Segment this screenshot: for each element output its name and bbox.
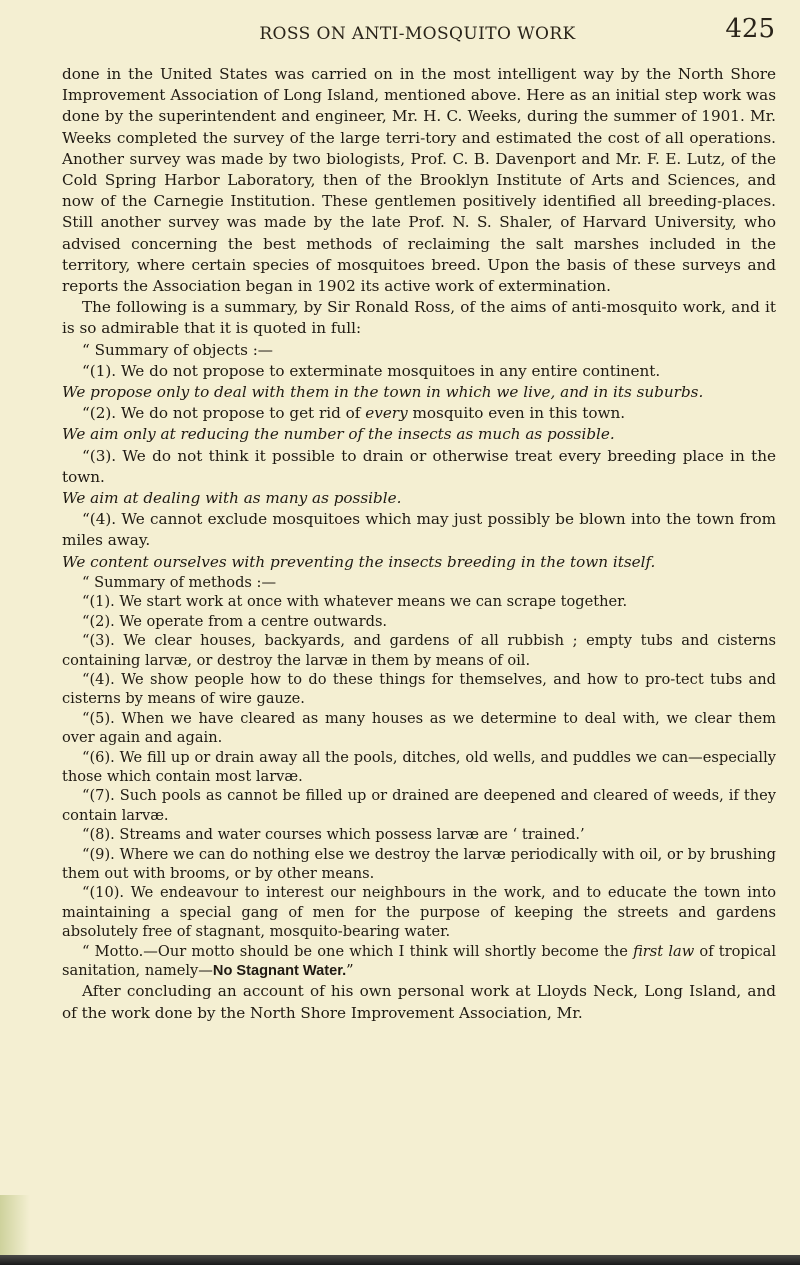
page-body xyxy=(62,64,776,1024)
methods-item-9: “(9). Where we can do nothing else we destroy the larvæ periodically with oil, or by brushing them out with brooms, or by other means. xyxy=(62,845,776,882)
objects-item-4: “(4). We cannot exclude mosquitoes which may just possibly be blown into the town from miles away. xyxy=(62,510,776,550)
paragraph-intro: done in the United States was carried on in the most intelligent way by the North Shore Improvement Association of Long Island, mentioned above. Here as an initial step work was done by the superintendent and engineer, Mr. H. C. Weeks, during the summer of 1901. Mr. Weeks completed the survey of the large terri-tory and estimated the cost of all operations. Another survey was made by two biologists, Prof. C. B. Davenport and Mr. F. E. Lutz, of the Cold Spring Harbor Laboratory, then of the Brooklyn Institute of Arts and Sciences, and now of the Carnegie Institution. These gentlemen positively identified all breeding-places. Still another survey was made by the late Prof. N. S. Shaler, of Harvard University, who advised concerning the best methods of reclaiming the salt marshes included in the territory, where certain species of mosquitoes breed. Upon the basis of these surveys and reports the Association began in 1902 its active work of extermination. xyxy=(62,65,776,296)
methods-item-1: “(1). We start work at once with whatever means we can scrape together. xyxy=(82,593,628,611)
methods-item-8: “(8). Streams and water courses which possess larvæ are ‘ trained.’ xyxy=(82,826,585,844)
objects-item-3: “(3). We do not think it possible to drain or otherwise treat every breeding place in the town. xyxy=(62,446,776,486)
methods-item-3: “(3). We clear houses, backyards, and gardens of all rubbish ; empty tubs and cisterns containing larvæ, or destroy the larvæ in them by means of oil. xyxy=(62,632,776,669)
objects-item-2-principle: We aim only at reducing the number of the insects as much as possible. xyxy=(62,425,615,444)
methods-item-2: “(2). We operate from a centre outwards. xyxy=(82,612,388,630)
methods-item-6: “(6). We fill up or drain away all the pools, ditches, old wells, and puddles we can—especially those which contain most larvæ. xyxy=(62,748,776,785)
paragraph-summary-intro: The following is a summary, by Sir Ronald Ross, of the aims of anti-mosquito work, and it is so admirable that it is quoted in full: xyxy=(62,298,776,338)
objects-item-4-principle: We content ourselves with preventing the insects breeding in the town itself. xyxy=(62,552,656,571)
methods-item-7: “(7). Such pools as cannot be filled up or drained are deepened and cleared of weeds, if they contain larvæ. xyxy=(62,787,776,824)
page-edge-stain xyxy=(0,1195,30,1255)
methods-item-5: “(5). When we have cleared as many houses as we determine to deal with, we clear them over again and again. xyxy=(62,709,776,747)
objects-item-2 xyxy=(62,403,776,424)
objects-item-1-principle: We propose only to deal with them in the town in which we live, and in its suburbs. xyxy=(62,383,704,402)
objects-item-1: “(1). We do not propose to exterminate mosquitoes in any entire continent. xyxy=(82,361,661,380)
paragraph-closing: After concluding an account of his own personal work at Lloyds Neck, Long Island, and of the work done by the North Shore Improvement Association, Mr. xyxy=(62,982,776,1022)
objects-heading: “ Summary of objects :— xyxy=(82,340,273,359)
motto-text-a: “ Motto.—Our motto should be one which I think will shortly become the xyxy=(82,942,634,960)
scan-bottom-edge xyxy=(0,1255,800,1265)
motto-close-quote: ” xyxy=(346,962,354,979)
methods-heading: “ Summary of methods :— xyxy=(82,573,277,591)
page-header xyxy=(60,14,775,50)
page-number: 425 xyxy=(725,14,775,44)
objects-item-2-text-a: “(2). We do not propose to get rid of xyxy=(82,404,366,423)
objects-item-2-text-b: mosquito even in this town. xyxy=(407,404,626,423)
motto-text-b: of tropical sanitation, namely— xyxy=(62,942,776,979)
methods-item-4: “(4). We show people how to do these things for themselves, and how to pro-tect tubs and cisterns by means of wire gauze. xyxy=(62,670,776,708)
motto-first-law: first law xyxy=(633,942,695,960)
motto-no-stagnant-water: No Stagnant Water. xyxy=(212,963,347,979)
objects-item-2-every: every xyxy=(365,404,408,423)
running-head: ROSS ON ANTI-MOSQUITO WORK xyxy=(259,24,576,44)
motto xyxy=(62,942,776,982)
methods-item-10: “(10). We endeavour to interest our neighbours in the work, and to educate the town into maintaining a special gang of men for the purpose of keeping the streets and gardens absolutely free of stagnant, mosquito-bearing water. xyxy=(62,884,776,941)
methods-section xyxy=(62,573,776,982)
objects-item-3-principle: We aim at dealing with as many as possible. xyxy=(62,489,402,508)
